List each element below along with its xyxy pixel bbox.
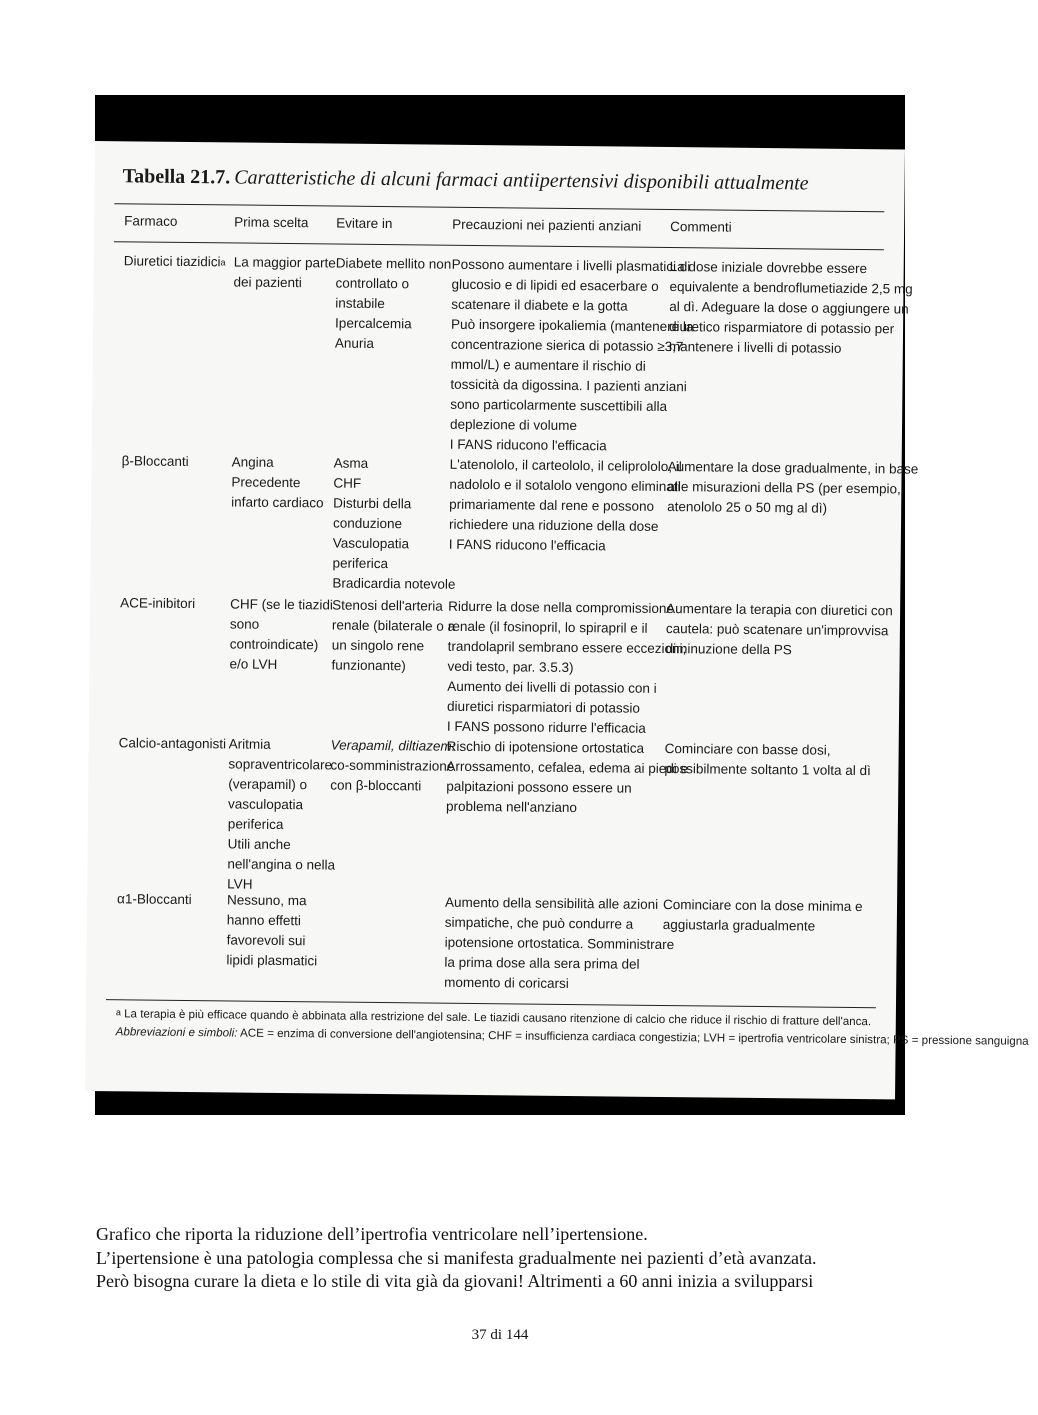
cell-line: simpatiche, che può condurre a (444, 914, 634, 932)
cell-precauzioni (444, 893, 675, 995)
cell-line: instabile (335, 295, 385, 312)
cell-line: un singolo rene (331, 637, 425, 654)
table-paper (85, 141, 1029, 1099)
cell-farmaco: β-Bloccanti (121, 453, 189, 469)
cell-line: Possono aumentare i livelli plasmatici di (451, 256, 691, 275)
cell-line: Angina (231, 454, 274, 470)
cell-line: funzionante) (331, 657, 406, 674)
cell-line: (verapamil) o (228, 776, 308, 793)
cell-line: Anuria (334, 335, 375, 351)
cell-prima-scelta (233, 252, 335, 293)
header-rule-top (114, 203, 884, 212)
cell-line: La maggior parte (233, 254, 336, 271)
table-abbreviations: Abbreviazioni e simboli: ACE = enzima di conversione dell'angiotensina; CHF = insufficienza cardiaca congestizia; LVH = ipertrofia ventricolare sinistra; PS = pressione sanguigna (115, 1025, 1029, 1048)
cell-line: lipidi plasmatici (226, 952, 318, 969)
cell-line: e/o LVH (229, 656, 278, 672)
cell-line: Aritmia (228, 736, 271, 752)
cell-line: Cominciare con basse dosi, (664, 740, 831, 758)
cell-line: Può insorgere ipokaliemia (mantenere la (451, 316, 694, 335)
cell-evitare-in (332, 454, 457, 595)
table-footnote: $^a$ La terapia è più efficace quando è abbinata alla restrizione del sale. Le tiazidi causano ritenzione di calcio che riduce il rischio di fratture dell'anca. (115, 1007, 872, 1029)
cell-line: mmol/L) e aumentare il rischio di (450, 356, 646, 374)
cell-line: equivalente a bendroflumetiazide 2,5 mg (669, 279, 913, 297)
cell-line: cautela: può scatenare un'improvvisa (665, 621, 889, 639)
cell-line: Precedente (231, 474, 301, 491)
cell-farmaco: Diuretici tiazidici$^a$ (123, 253, 226, 270)
cell-line: vasculopatia (227, 796, 304, 813)
cell-precauzioni (447, 597, 687, 739)
cell-line: LVH (227, 876, 253, 892)
cell-line: Diabete mellito non (335, 255, 452, 272)
cell-line: hanno effetti (226, 912, 302, 929)
cell-line: Bradicardia notevole (332, 575, 456, 592)
cell-line: al dì. Adeguare la dose o aggiungere un (669, 299, 909, 317)
cell-prima-scelta (229, 594, 333, 675)
cell-commenti (664, 739, 871, 781)
cell-line: momento di coricarsi (444, 974, 569, 992)
cell-line: controindicate) (229, 636, 319, 653)
cell-commenti (669, 257, 913, 360)
cell-line: Aumento della sensibilità alle azioni (444, 894, 659, 912)
cell-commenti (663, 895, 863, 937)
cell-line: diminuzione della PS (665, 641, 792, 658)
cell-farmaco: ACE-inibitori (120, 595, 196, 612)
cell-line: sopraventricolare (228, 756, 333, 773)
cell-line: I FANS riducono l'efficacia (448, 536, 606, 554)
cell-evitare-in (330, 736, 455, 797)
cell-line: Aumentare la dose gradualmente, in base (667, 459, 919, 477)
cell-line: Rischio di ipotensione ortostatica (446, 738, 645, 756)
cell-line: glucosio e di lipidi ed esacerbare o (451, 276, 659, 294)
cell-line: Asma (333, 455, 369, 471)
cell-line: nell'angina o nella (227, 856, 336, 873)
cell-line: co-somministrazione (330, 757, 455, 774)
cell-line: diuretico risparmiatore di potassio per (669, 319, 895, 337)
cell-prima-scelta (231, 452, 324, 513)
cell-line: mantenere i livelli di potassio (668, 339, 842, 356)
cell-line: alle misurazioni della PS (per esempio, (667, 479, 901, 497)
cell-line: I FANS possono ridurre l'efficacia (446, 718, 646, 736)
cell-line: scatenare il diabete e la gotta (451, 296, 628, 314)
page-number: 37 di 144 (471, 1327, 529, 1343)
cell-precauzioni (446, 737, 688, 820)
cell-line: concentrazione sierica di potassio ≥3,7 (450, 336, 684, 355)
table-title: Tabella 21.7. Caratteristiche di alcuni farmaci antiipertensivi disponibili attualmente (122, 165, 809, 195)
cell-line: infarto cardiaco (231, 494, 324, 511)
cell-line: L'atenololo, il carteololo, il celiprololo, il (449, 456, 682, 475)
cell-line: controllato o (335, 275, 410, 292)
header-rule-bottom (114, 241, 884, 250)
cell-line: diuretici risparmiatori di potassio (447, 698, 640, 716)
scanned-table-image (95, 95, 1029, 1115)
cell-line: nadololo e il sotalolo vengono eliminati (449, 476, 681, 495)
header-evitare-in: Evitare in (336, 215, 393, 232)
cell-line: CHF (333, 475, 362, 491)
paragraph-line: Grafico che riporta la riduzione dell’ipertrofia ventricolare nell’ipertensione. (96, 1224, 648, 1244)
cell-line: CHF (se le tiazidi (230, 596, 334, 613)
cell-line: la prima dose alla sera prima del (444, 954, 640, 972)
cell-precauzioni (450, 255, 694, 458)
cell-line: tossicità da digossina. I pazienti anziani (450, 376, 687, 395)
cell-evitare-in (335, 254, 452, 355)
paragraph-line: Però bisogna curare la dieta e lo stile di vita già da giovani! Altrimenti a 60 anni inizia a svilupparsi (96, 1271, 814, 1291)
cell-line: conduzione (332, 515, 403, 532)
header-commenti: Commenti (670, 219, 732, 235)
cell-line: sono (229, 616, 260, 632)
cell-line: richiedere una riduzione della dose (448, 516, 659, 534)
footer-rule (106, 999, 876, 1008)
cell-line: primariamente dal rene e possono (449, 496, 655, 514)
cell-line: Utili anche (227, 836, 291, 853)
header-prima-scelta: Prima scelta (234, 214, 309, 231)
header-precauzioni: Precauzioni nei pazienti anziani (452, 216, 642, 234)
body-paragraph (96, 1223, 817, 1294)
cell-line: Aumentare la terapia con diuretici con (666, 601, 893, 619)
cell-farmaco: Calcio-antagonisti (118, 735, 227, 752)
header-farmaco: Farmaco (124, 213, 178, 229)
cell-line: con β-bloccanti (330, 777, 422, 794)
cell-line: periferica (227, 816, 284, 833)
cell-line: Verapamil, diltiazem: (330, 737, 456, 754)
cell-line: aggiustarla gradualmente (662, 916, 816, 934)
cell-line: sono particolarmente suscettibili alla (450, 396, 668, 415)
cell-line: possibilmente soltanto 1 volta al dì (664, 760, 871, 779)
cell-line: Cominciare con la dose minima e (662, 896, 863, 915)
cell-line: Disturbi della (333, 495, 412, 512)
cell-line: dei pazienti (233, 274, 302, 291)
cell-prima-scelta (226, 890, 318, 971)
cell-line: renale (il fosinopril, lo spirapril e il (447, 618, 648, 636)
cell-line: I FANS riducono l'efficacia (449, 436, 607, 454)
cell-evitare-in (331, 596, 455, 677)
cell-line: trandolapril sembrano essere eccezioni; (447, 638, 687, 657)
cell-line: periferica (332, 555, 389, 572)
cell-line: Nessuno, ma (226, 892, 307, 909)
cell-line: Aumento dei livelli di potassio con i (447, 678, 657, 696)
cell-prima-scelta (227, 734, 336, 895)
cell-line: problema nell'anziano (445, 798, 578, 816)
cell-line: favorevoli sui (226, 932, 306, 949)
cell-line: palpitazioni possono essere un (446, 778, 632, 796)
cell-line: deplezione di volume (449, 416, 577, 434)
cell-line: La dose iniziale dovrebbe essere (669, 259, 868, 277)
paragraph-line: L’ipertensione è una patologia complessa che si manifesta gradualmente nei pazienti d’età avanzata. (96, 1247, 817, 1268)
cell-line: Stenosi dell'arteria (332, 597, 443, 614)
cell-line: atenololo 25 o 50 mg al dì) (667, 499, 828, 516)
cell-line: vedi testo, par. 3.5.3) (447, 658, 574, 676)
cell-commenti (667, 457, 918, 520)
cell-line: renale (bilaterale o a (331, 617, 456, 634)
cell-precauzioni (449, 455, 682, 557)
cell-line: Ipercalcemia (335, 315, 412, 332)
cell-line: Vasculopatia (332, 535, 410, 552)
cell-line: Ridurre la dose nella compromissione (448, 598, 675, 617)
cell-farmaco: α1-Bloccanti (116, 891, 192, 908)
cell-commenti (666, 599, 893, 661)
cell-line: Arrossamento, cefalea, edema ai piedi e (446, 758, 689, 777)
cell-line: ipotensione ortostatica. Somministrare (444, 934, 675, 953)
